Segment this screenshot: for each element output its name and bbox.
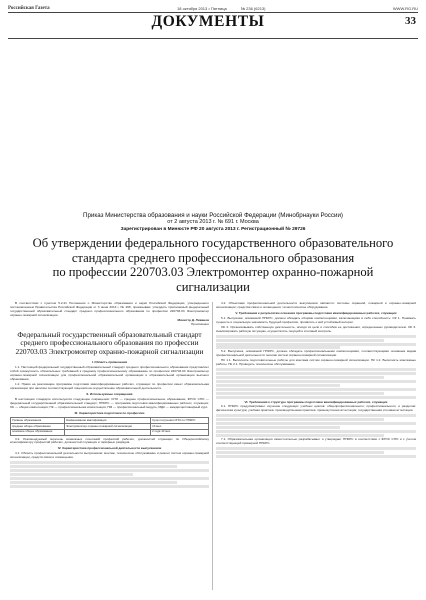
text-line-placeholder	[216, 392, 384, 395]
table-cell	[65, 429, 151, 435]
text-line-placeholder	[216, 380, 416, 383]
text-line-placeholder	[216, 414, 416, 417]
section-heading: II. Используемые сокращения	[86, 391, 133, 396]
text-line-placeholder	[216, 418, 384, 421]
text-line-placeholder	[216, 455, 416, 458]
left-column	[10, 302, 209, 590]
title-line: Об утверждении федерального государственного образовательного	[32, 236, 394, 250]
body-paragraph: 5.2. Выпускник, освоивший ППКРС, должен обладать профессиональными компетенциями, соответствующими основным видам профессиональной деятельности: монтаж систем охранно-пожарной сигнализации.	[216, 349, 416, 358]
order-line-issuer: Приказ Министерства образования и науки Российской Федерации (Минобрнауки России)	[83, 212, 343, 219]
table-cell: Наименование квалификации	[65, 418, 151, 424]
title-line: сигнализации	[176, 279, 250, 294]
appendix-label: Приложение	[190, 321, 209, 326]
section-heading: III. Характеристика подготовки по профессии	[74, 410, 145, 415]
text-line-placeholder	[216, 396, 416, 399]
title-line: по профессии 220703.03 Электромонтер охранно-пожарной	[52, 265, 374, 279]
title-line: стандарта среднего профессионального образования	[71, 250, 355, 265]
right-column	[216, 302, 416, 590]
body-paragraph: 4.1. Область профессиональной деятельности выпускников: монтаж, техническое обслуживание и ремонт систем охранно-пожарной сигнализации, средств связи и оповещения.	[10, 451, 209, 460]
text-line-placeholder	[216, 451, 384, 454]
issue-info	[177, 6, 265, 11]
newspaper-name: Российская Газета	[8, 5, 50, 11]
table-cell: Уровень образования	[11, 418, 65, 424]
body-paragraph: 1.2. Право на реализацию программы подготовки квалифицированных рабочих, служащих по профессии имеет образовательная организация при наличии соответствующей лицензии на осуществление образовательной деятельности.	[10, 382, 209, 391]
text-line-placeholder	[216, 339, 384, 342]
table-cell: 2 года 10 мес.	[151, 429, 209, 435]
text-line-placeholder	[216, 430, 416, 433]
body-paragraph: В настоящем стандарте используются следующие сокращения: СПО — среднее профессиональное образование; ФГОС СПО — федеральный государственный образовательный стандарт; ППКРС — программа подготовки квалифицированных рабочих, служащих; ОК — общая компетенция; ПК — профессиональная компетенция; ПМ — профессиональный модуль; МДК — междисциплинарный курс.	[10, 396, 209, 409]
body-paragraph: ПК 1.1. Выполнять подготовительные работы для монтажа систем охранно-пожарной сигнализации. ПК 1.2. Выполнять монтажные работы. ПК 2.1. Проводить техническое обслуживание.	[216, 358, 416, 367]
text-line-placeholder	[216, 388, 416, 391]
text-line-placeholder	[216, 372, 416, 375]
text-line-placeholder	[216, 447, 416, 450]
text-line-placeholder	[10, 477, 209, 480]
text-line-placeholder	[216, 376, 384, 379]
page-number: 33	[405, 15, 416, 27]
body-paragraph: 5.1. Выпускник, освоивший ППКРС, должен обладать общими компетенциями, включающими в себя способность: ОК 1. Понимать сущность и социальную значимость будущей профессии, проявлять к ней устойчивый интерес.	[216, 315, 416, 324]
qualification-table	[10, 417, 209, 435]
text-line-placeholder	[10, 481, 177, 484]
intro-paragraph: В соответствии с пунктом 5.2.41 Положения о Министерстве образования и науки Российской Федерации, утвержденного постановлением Правительства Российской Федерации от 3 июня 2013 г. № 466, приказываю: утвердить прилагаемый федеральный государственный образовательный стандарт среднего профессионального образования по профессии 220703.03 Электромонтер охранно-пожарной сигнализации.	[10, 302, 209, 317]
empty-upper-area	[8, 50, 418, 210]
page-header-strip	[8, 4, 418, 12]
table-cell: среднее общее образование	[11, 424, 65, 430]
text-line-placeholder	[10, 461, 209, 464]
text-line-placeholder	[216, 368, 416, 371]
body-paragraph: 4.2. Объектами профессиональной деятельности выпускников являются: системы охранной, пожарной и охранно-пожарной сигнализации; средства связи и оповещения; технологическое оборудование.	[216, 302, 416, 309]
table-cell: основное общее образование	[11, 429, 65, 435]
text-line-placeholder	[216, 343, 416, 346]
minister-signature: Министр Д. Ливанов	[177, 317, 209, 322]
body-paragraph: 1.1. Настоящий федеральный государственный образовательный стандарт среднего профессионального образования представляет собой совокупность обязательных требований к среднему профессиональному образованию по профессии 220703.03 Электромонтер охранно-пожарной сигнализации для профессиональной образовательной организации и образовательной организации высшего образования.	[10, 365, 209, 382]
column-divider	[212, 302, 213, 590]
text-line-placeholder	[216, 426, 340, 429]
body-paragraph: ОК 2. Организовывать собственную деятельность, исходя из цели и способов ее достижения, определенных руководителем. ОК 3. Анализировать рабочую ситуацию, осуществлять текущий и итоговый контроль.	[216, 324, 416, 333]
table-row	[11, 429, 209, 435]
table-cell: Срок получения СПО по ППКРС	[151, 418, 209, 424]
order-line-date: от 2 августа 2013 г. № 691 г. Москва	[167, 219, 259, 225]
section-heading: I. Область применения	[91, 360, 128, 365]
issue-date: 18 октября 2013 • Пятница	[177, 5, 227, 11]
section-heading: IV. Характеристика профессиональной деятельности выпускников	[57, 446, 162, 451]
text-line-placeholder	[10, 465, 177, 468]
body-paragraph: 3.2. Рекомендуемый перечень возможных сочетаний профессий рабочих, должностей служащих по Общероссийскому классификатору профессий рабочих, должностей служащих и тарифных разрядов.	[10, 436, 209, 445]
text-line-placeholder	[10, 469, 209, 472]
issue-number: № 236 (6213)	[240, 5, 266, 11]
section-rule	[8, 38, 418, 39]
text-line-placeholder	[10, 473, 133, 476]
table-cell: 10 мес.	[151, 424, 209, 430]
body-paragraph: 6.1. ППКРС предусматривает изучение следующих учебных циклов: общепрофессионального; профессионального; и разделов: физическая культура; учебная практика; производственная практика; промежуточная аттестация; государственная итоговая аттестация.	[216, 404, 416, 413]
text-line-placeholder	[10, 485, 209, 488]
standard-title: Федеральный государственный образовательный стандарт среднего профессионального образования по профессии 220703.03 Электромонтер охранно-пожарной сигнализации	[15, 329, 204, 356]
body-paragraph: 7.1. Образовательная организация самостоятельно разрабатывает и утверждает ППКРС в соответствии с ФГОС СПО и с учетом соответствующей примерной ППКРС.	[216, 436, 416, 445]
table-cell: Электромонтер охранно-пожарной сигнализации	[65, 424, 151, 430]
section-heading: VI. Требования к структуре программы подготовки квалифицированных рабочих, служащих	[244, 399, 388, 404]
text-line-placeholder	[216, 384, 340, 387]
text-line-placeholder	[216, 335, 416, 338]
order-line-registration: Зарегистрирован в Минюсте РФ 20 августа 2013 г. Регистрационный № 29726	[120, 227, 306, 232]
website-url: WWW.RG.RU	[392, 5, 418, 11]
section-heading: V. Требования к результатам освоения программы подготовки квалифицированных рабочих, служащих	[235, 310, 397, 315]
section-title: ДОКУМЕНТЫ	[151, 13, 265, 30]
order-header	[40, 212, 386, 233]
text-line-placeholder	[216, 422, 416, 425]
document-title	[10, 236, 416, 294]
